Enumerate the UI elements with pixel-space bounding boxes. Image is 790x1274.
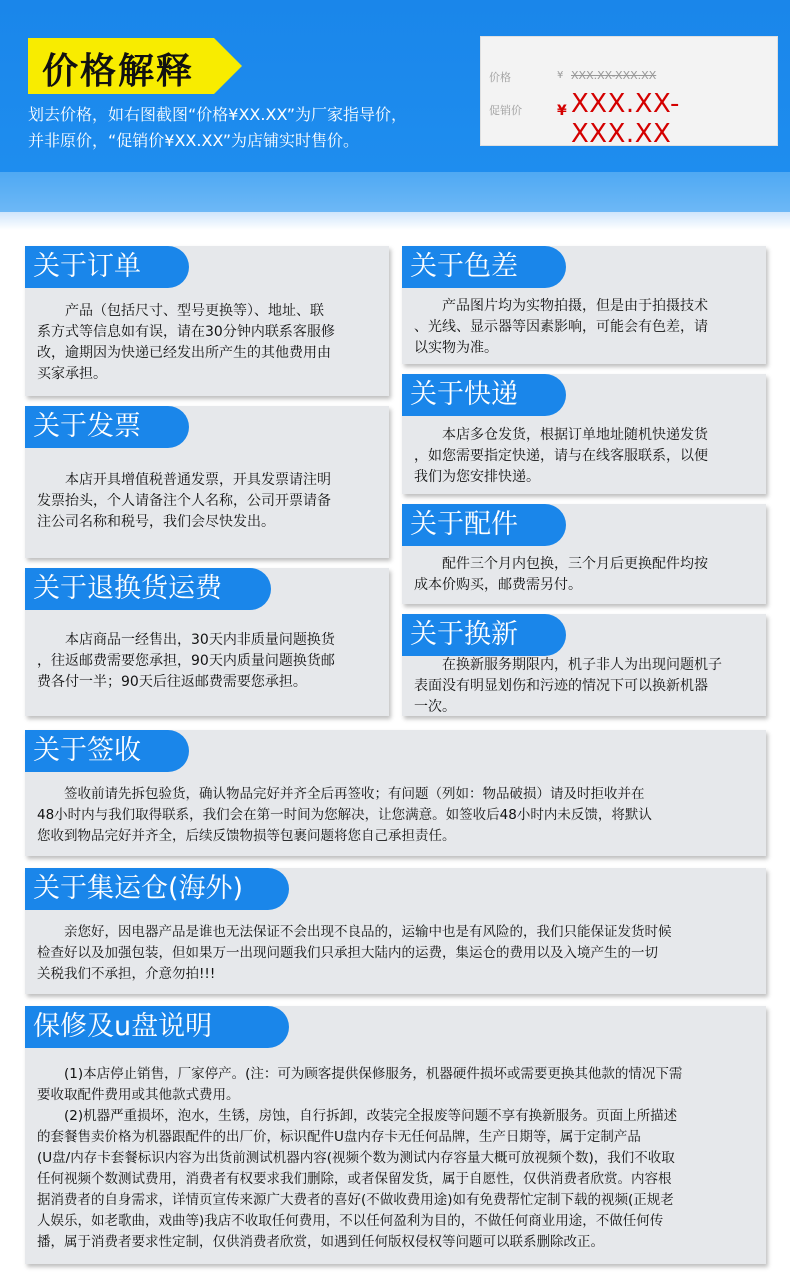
card-title: 关于色差 — [402, 246, 566, 288]
card-line: 人娱乐，如老歌曲，戏曲等)我店不收取任何费用，不以任何盈利为目的，不做任何商业用途，不做任何传 — [37, 1213, 664, 1229]
card-body — [414, 655, 756, 718]
card-line: (1)本店停止销售，厂家停产。(注：可为顾客提供保修服务，机器硬件损坏或需要更换其他款的情况下需 — [37, 1066, 683, 1082]
card-line: 检查好以及加强包装，但如果万一出现问题我们只承担大陆内的运费，集运仓的费用以及入境产生的一切 — [37, 945, 658, 961]
card-line: 发票抬头，个人请备注个人名称，公司开票请备 — [37, 493, 331, 509]
card-line: 、光线、显示器等因素影响，可能会有色差，请 — [414, 319, 708, 335]
header-band — [0, 172, 790, 212]
card-line: ，往返邮费需要您承担，90天内质量问题换货邮 — [37, 653, 335, 669]
desc-line: 并非原价，“促销价¥XX.XX”为店铺实时售价。 — [28, 131, 360, 150]
card-title: 关于退换货运费 — [25, 568, 271, 610]
card-body — [37, 470, 379, 533]
promo-label: 促销价 — [489, 104, 522, 117]
card-line: 任何视频个数测试费用，消费者有权要求我们删除，或者保留发货，属于自愿性，仅供消费者欣赏。内容根 — [37, 1171, 672, 1187]
price-label: 价格 — [489, 71, 511, 84]
card-order — [25, 246, 389, 396]
card-body — [37, 301, 379, 385]
card-line: (U盘/内存卡套餐标识内容为出货前测试机器内容(视频个数为测试内存容量大概可放视频个数)，我们不收取 — [37, 1150, 675, 1166]
original-price-value: XXX.XX-XXX.XX — [571, 69, 657, 82]
card-body — [37, 784, 756, 847]
card-line: 成本价购买，邮费需另付。 — [414, 577, 582, 593]
card-warranty-usb — [25, 1006, 766, 1264]
price-explain-desc — [28, 102, 468, 154]
card-line: 本店商品一经售出，30天内非质量问题换货 — [37, 632, 335, 648]
card-line: 产品图片均为实物拍摄，但是由于拍摄技术 — [414, 298, 708, 314]
card-line: 在换新服务期限内，机子非人为出现问题机子 — [414, 657, 722, 673]
card-line: 改，逾期因为快递已经发出所产生的其他费用由 — [37, 345, 331, 361]
card-line: 以实物为准。 — [414, 340, 498, 356]
card-title: 关于签收 — [25, 730, 189, 772]
yen-symbol: ¥ — [557, 70, 564, 81]
card-title: 关于集运仓(海外) — [25, 868, 289, 910]
card-replacement — [402, 614, 766, 716]
card-line: 亲您好，因电器产品是谁也无法保证不会出现不良品的，运输中也是有风险的，我们只能保证发货时候 — [37, 924, 672, 940]
card-title: 保修及u盘说明 — [25, 1006, 289, 1048]
card-line: 本店多仓发货，根据订单地址随机快递发货 — [414, 427, 708, 443]
card-line: 买家承担。 — [37, 366, 107, 382]
card-line: 的套餐售卖价格为机器跟配件的出厂价，标识配件U盘内存卡无任何品牌，生产日期等，属于定制产品 — [37, 1129, 641, 1145]
card-line: 据消费者的自身需求，详情页宣传来源广大费者的喜好(不做收费用途)如有免费帮忙定制下载的视频(正规老 — [37, 1192, 674, 1208]
title-tag-arrow — [214, 38, 242, 94]
card-line: 签收前请先拆包验货，确认物品完好并齐全后再签收；有问题（列如：物品破损）请及时拒收并在 — [37, 786, 645, 802]
card-line: 本店开具增值税普通发票，开具发票请注明 — [37, 472, 331, 488]
card-line: 费各付一半；90天后往返邮费需要您承担。 — [37, 674, 307, 690]
card-title: 关于发票 — [25, 406, 189, 448]
card-overseas-warehouse — [25, 868, 766, 994]
card-line: 48小时内与我们取得联系，我们会在第一时间为您解决，让您满意。如签收后48小时内未反馈，将默认 — [37, 807, 652, 823]
card-body — [414, 296, 756, 359]
desc-line: 划去价格，如右图截图“价格¥XX.XX”为厂家指导价， — [28, 105, 408, 124]
card-body — [414, 425, 756, 488]
card-line: 配件三个月内包换，三个月后更换配件均按 — [414, 556, 708, 572]
card-body — [37, 1064, 756, 1253]
price-explain-title-tag — [28, 38, 242, 94]
card-line: 关税我们不承担，介意勿拍!!! — [37, 966, 216, 982]
header-fade — [0, 212, 790, 230]
card-line: 我们为您安排快递。 — [414, 469, 540, 485]
card-title: 关于换新 — [402, 614, 566, 656]
card-line: 要收取配件费用或其他款式费用。 — [37, 1087, 240, 1103]
card-accessories — [402, 504, 766, 604]
card-return-shipping — [25, 568, 389, 716]
card-line: 系方式等信息如有误，请在30分钟内联系客服修 — [37, 324, 335, 340]
card-line: ，如您需要指定快递，请与在线客服联系，以便 — [414, 448, 708, 464]
card-invoice — [25, 406, 389, 558]
card-line: 播，属于消费者要求性定制，仅供消费者欣赏，如遇到任何版权侵权等问题可以联系删除改正。 — [37, 1234, 604, 1250]
card-body — [414, 554, 756, 596]
card-color-diff — [402, 246, 766, 364]
card-body — [37, 922, 756, 985]
card-sign-receipt — [25, 730, 766, 856]
card-title: 关于快递 — [402, 374, 566, 416]
yen-symbol: ¥ — [557, 103, 567, 119]
card-body — [37, 630, 379, 693]
card-express — [402, 374, 766, 494]
price-example-box — [480, 36, 778, 149]
page-title: 价格解释 — [42, 51, 195, 92]
card-line: (2)机器严重损坏，泡水，生锈，房蚀，自行拆卸，改装完全报废等问题不享有换新服务。页面上所描述 — [37, 1108, 678, 1124]
card-title: 关于订单 — [25, 246, 189, 288]
card-line: 一次。 — [414, 699, 456, 715]
card-line: 表面没有明显划伤和污迹的情况下可以换新机器 — [414, 678, 708, 694]
card-line: 注公司名称和税号，我们会尽快发出。 — [37, 514, 275, 530]
promo-price-value: XXX.XX-XXX.XX — [571, 89, 680, 149]
card-line: 产品（包括尺寸、型号更换等）、地址、联 — [37, 303, 324, 319]
card-title: 关于配件 — [402, 504, 566, 546]
card-line: 您收到物品完好并齐全，后续反馈物损等包裹问题将您自己承担责任。 — [37, 828, 456, 844]
